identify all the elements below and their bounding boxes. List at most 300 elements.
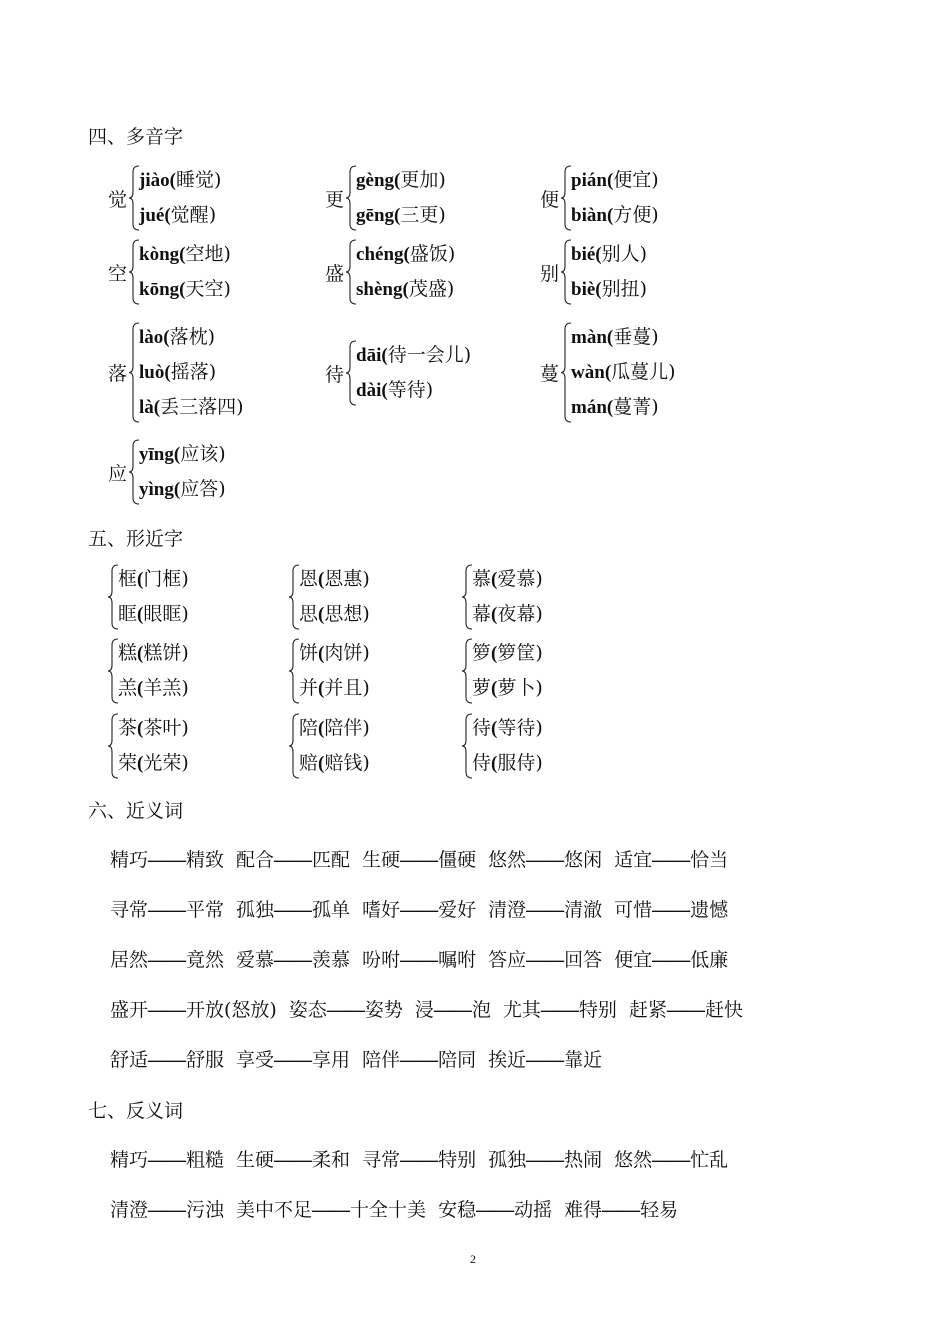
- word-b: 回答: [564, 949, 603, 971]
- pinyin: chéng: [356, 244, 404, 265]
- polyphone-char: 落: [108, 363, 128, 385]
- synonym-pair: [362, 1049, 476, 1071]
- example-word: 摇落: [170, 361, 209, 383]
- brace-bracket: [108, 562, 118, 632]
- similar-char: 框: [118, 568, 138, 590]
- similar-char-item: [118, 711, 189, 746]
- example-word: 瓜蔓儿: [611, 361, 669, 383]
- similar-char: 饼: [299, 642, 319, 664]
- paren-open: (: [169, 170, 176, 191]
- pinyin: gēng: [356, 205, 395, 226]
- synonym-pair: [110, 849, 224, 871]
- similar-char-group: [289, 711, 370, 781]
- synonym-pair: [110, 949, 224, 971]
- paren-close: ): [208, 204, 217, 226]
- word-b: 悠闲: [564, 849, 603, 871]
- paren-close: ): [362, 568, 370, 590]
- dash: ——: [148, 850, 187, 871]
- synonym-pair: [236, 1049, 350, 1071]
- similar-char: 萝: [472, 677, 492, 699]
- example-word: 盛饭: [409, 243, 448, 265]
- brace-bracket: [462, 636, 472, 706]
- paren-open: (: [137, 678, 144, 699]
- reading-item: [571, 320, 676, 355]
- dash: ——: [148, 900, 187, 921]
- reading-item: [139, 472, 226, 507]
- word-b: 赶快: [704, 999, 743, 1021]
- word-b: 竟然: [186, 949, 225, 971]
- similar-char-group: [108, 636, 189, 706]
- example-word: 萝卜: [497, 677, 536, 699]
- word-a: 精巧: [110, 1149, 149, 1171]
- paren-open: (: [381, 345, 388, 366]
- dash: ——: [476, 1200, 515, 1221]
- word-b: 泡: [471, 999, 491, 1021]
- similar-char-item: [299, 711, 370, 746]
- paren-open: (: [164, 205, 171, 226]
- example-word: 方便: [613, 204, 652, 226]
- similar-char: 侍: [472, 752, 492, 774]
- word-b: 忙乱: [690, 1149, 729, 1171]
- dash: ——: [652, 950, 691, 971]
- word-b: 粗糙: [186, 1149, 225, 1171]
- polyphone-char: 觉: [108, 188, 128, 211]
- example-word: 应该: [180, 443, 219, 465]
- dash: ——: [400, 900, 439, 921]
- dash: ——: [400, 1150, 439, 1171]
- brace-bracket: [561, 163, 571, 233]
- similar-char: 糕: [118, 642, 138, 664]
- word-a: 寻常: [110, 899, 149, 921]
- paren-close: ): [362, 603, 370, 625]
- word-a: 寻常: [362, 1149, 401, 1171]
- dash: ——: [326, 1000, 365, 1021]
- paren-close: ): [651, 326, 659, 348]
- paren-open: (: [606, 170, 614, 191]
- pinyin: shèng: [356, 279, 403, 300]
- paren-open: (: [164, 362, 171, 383]
- similar-char-item: [118, 636, 189, 671]
- polyphone-char: 便: [540, 188, 560, 211]
- example-word: 更加: [400, 169, 439, 191]
- paren-open: (: [179, 244, 186, 265]
- reading-item: [571, 237, 647, 272]
- similar-char-list: [299, 562, 370, 632]
- dash: ——: [400, 950, 439, 971]
- example-word: 等待: [497, 717, 536, 739]
- word-a: 配合: [236, 849, 275, 871]
- example-word: 睡觉: [175, 169, 214, 191]
- pinyin: luò: [139, 362, 165, 383]
- paren-close: ): [535, 717, 543, 739]
- synonym-pair: [614, 949, 728, 971]
- dash: ——: [400, 850, 439, 871]
- word-b: 匹配: [312, 849, 351, 871]
- word-b: 享用: [312, 1049, 351, 1071]
- dash: ——: [602, 1200, 641, 1221]
- word-b: 靠近: [564, 1049, 603, 1071]
- paren-close: ): [651, 396, 659, 418]
- reading-item: [571, 198, 659, 233]
- antonym-pair: [362, 1149, 476, 1171]
- paren-close: ): [181, 717, 189, 739]
- word-a: 孤独: [236, 899, 275, 921]
- example-word: 丢三落四: [160, 396, 237, 418]
- polyphone-group: [325, 163, 446, 233]
- word-a: 悠然: [614, 1149, 653, 1171]
- pinyin: yìng: [139, 479, 174, 500]
- brace-bracket: [561, 237, 571, 307]
- brace-bracket: [129, 437, 139, 507]
- polyphone-char: 更: [325, 188, 345, 211]
- dash: ——: [274, 950, 313, 971]
- paren-open: (: [491, 604, 498, 625]
- dash: ——: [148, 950, 187, 971]
- paren-open: (: [402, 279, 409, 300]
- similar-char-group: [108, 711, 189, 781]
- synonym-pair: [362, 949, 476, 971]
- similar-char-item: [118, 597, 189, 632]
- dash: ——: [652, 900, 691, 921]
- word-b: 热闹: [564, 1149, 603, 1171]
- similar-char-item: [472, 562, 543, 597]
- dash: ——: [433, 1000, 472, 1021]
- paren-open: (: [173, 444, 181, 465]
- paren-open: (: [595, 279, 602, 300]
- reading-list: [356, 338, 471, 408]
- word-a: 爱慕: [236, 949, 275, 971]
- word-b: 遗憾: [690, 899, 729, 921]
- similar-char: 待: [472, 717, 492, 739]
- pinyin: bié: [571, 244, 596, 265]
- synonym-pair: [614, 849, 728, 871]
- example-word: 蔓菁: [613, 396, 652, 418]
- antonym-line: [110, 1145, 740, 1172]
- paren-open: (: [318, 753, 325, 774]
- polyphone-group: [108, 237, 231, 307]
- dash: ——: [312, 1200, 351, 1221]
- dash: ——: [400, 1050, 439, 1071]
- pinyin: mán: [571, 397, 607, 418]
- word-a: 清澄: [110, 1199, 149, 1221]
- word-b: 动摇: [514, 1199, 553, 1221]
- similar-char-item: [299, 671, 370, 706]
- word-b: 低廉: [690, 949, 729, 971]
- word-a: 舒适: [110, 1049, 149, 1071]
- similar-char: 恩: [299, 568, 319, 590]
- dash: ——: [274, 900, 313, 921]
- section-title-polyphones: 四、多音字: [88, 126, 184, 148]
- pinyin: jué: [139, 205, 165, 226]
- similar-char: 羔: [118, 677, 138, 699]
- brace-bracket: [346, 338, 356, 408]
- paren-open: (: [491, 718, 498, 739]
- paren-close: ): [218, 478, 226, 500]
- paren-open: (: [179, 279, 186, 300]
- polyphone-group: [540, 237, 647, 307]
- word-a: 生硬: [362, 849, 401, 871]
- word-b: 孤单: [312, 899, 351, 921]
- synonym-line: [110, 945, 740, 972]
- similar-char: 慕: [472, 568, 492, 590]
- synonym-pair: [236, 949, 350, 971]
- example-word: 陪伴: [324, 717, 363, 739]
- example-word: 门框: [143, 568, 182, 590]
- dash: ——: [526, 850, 565, 871]
- pinyin: wàn: [571, 362, 605, 383]
- similar-char-item: [299, 636, 370, 671]
- paren-open: (: [153, 397, 161, 418]
- example-word: 眼眶: [143, 603, 182, 625]
- polyphone-group: [325, 338, 471, 408]
- paren-close: ): [181, 603, 189, 625]
- paren-close: ): [207, 326, 216, 348]
- pinyin: biè: [571, 279, 596, 300]
- synonym-pair: [110, 999, 277, 1021]
- reading-list: [571, 163, 659, 233]
- synonym-line: [110, 1045, 614, 1072]
- word-a: 清澄: [488, 899, 527, 921]
- polyphone-group: [108, 163, 221, 233]
- word-b: 清澈: [564, 899, 603, 921]
- similar-char: 箩: [472, 642, 492, 664]
- paren-close: ): [362, 717, 370, 739]
- synonym-pair: [289, 999, 403, 1021]
- paren-open: (: [318, 604, 325, 625]
- word-a: 陪伴: [362, 1049, 401, 1071]
- paren-close: ): [535, 603, 543, 625]
- paren-close: ): [362, 642, 370, 664]
- example-word: 恩惠: [324, 568, 363, 590]
- reading-item: [139, 272, 231, 307]
- similar-char: 思: [299, 603, 319, 625]
- reading-list: [139, 163, 221, 233]
- similar-char-list: [472, 711, 543, 781]
- paren-close: ): [218, 443, 226, 465]
- paren-close: ): [535, 752, 543, 774]
- pinyin: yīng: [139, 444, 174, 465]
- polyphone-char: 盛: [325, 262, 345, 285]
- polyphone-char: 蔓: [540, 363, 560, 385]
- reading-item: [139, 355, 244, 390]
- paren-open: (: [318, 643, 325, 664]
- word-a: 吩咐: [362, 949, 401, 971]
- brace-bracket: [289, 562, 299, 632]
- paren-close: ): [362, 752, 370, 774]
- reading-item: [139, 320, 244, 355]
- paren-open: (: [595, 244, 602, 265]
- dash: ——: [274, 1050, 313, 1071]
- word-b: 羡慕: [312, 949, 351, 971]
- example-word: 茂盛: [408, 278, 447, 300]
- pinyin: lào: [139, 327, 164, 348]
- similar-char: 陪: [299, 717, 319, 739]
- paren-open: (: [137, 718, 144, 739]
- brace-bracket: [462, 711, 472, 781]
- example-word: 思想: [324, 603, 363, 625]
- page-number: 2: [470, 1252, 476, 1266]
- paren-close: ): [236, 396, 244, 418]
- reading-item: [356, 272, 455, 307]
- example-word: 爱慕: [497, 568, 536, 590]
- brace-bracket: [462, 562, 472, 632]
- word-b: 平常: [186, 899, 225, 921]
- synonym-line: [110, 895, 740, 922]
- synonym-pair: [236, 849, 350, 871]
- dash: ——: [148, 1050, 187, 1071]
- synonym-pair: [110, 899, 224, 921]
- similar-char-list: [118, 711, 189, 781]
- word-a: 尤其: [502, 999, 541, 1021]
- example-word: 并且: [324, 677, 363, 699]
- paren-close: ): [208, 361, 217, 383]
- similar-char-list: [118, 562, 189, 632]
- example-word: 茶叶: [143, 717, 182, 739]
- example-word: 别扭: [601, 278, 640, 300]
- paren-open: (: [318, 678, 325, 699]
- example-word: 空地: [185, 243, 224, 265]
- pinyin: jiào: [139, 170, 170, 191]
- example-word: 别人: [601, 243, 640, 265]
- antonym-pair: [110, 1199, 224, 1221]
- reading-item: [139, 390, 244, 425]
- example-word: 待一会儿: [387, 344, 464, 366]
- dash: ——: [652, 850, 691, 871]
- reading-item: [356, 163, 446, 198]
- similar-char-group: [462, 636, 543, 706]
- word-a: 浸: [414, 999, 434, 1021]
- paren-open: (: [403, 244, 410, 265]
- synonym-pair: [236, 899, 350, 921]
- word-b: 嘱咐: [438, 949, 477, 971]
- word-a: 难得: [564, 1199, 603, 1221]
- dash: ——: [148, 1150, 187, 1171]
- reading-item: [356, 237, 455, 272]
- word-b: 僵硬: [438, 849, 477, 871]
- polyphone-group: [540, 320, 676, 425]
- word-a: 悠然: [488, 849, 527, 871]
- dash: ——: [148, 1000, 187, 1021]
- similar-char-item: [472, 597, 543, 632]
- polyphone-char: 待: [325, 363, 345, 386]
- paren-open: (: [137, 569, 144, 590]
- dash: ——: [666, 1000, 705, 1021]
- example-word: 落枕: [169, 326, 208, 348]
- example-word: 三更: [400, 204, 439, 226]
- word-a: 便宜: [614, 949, 653, 971]
- paren-open: (: [318, 718, 325, 739]
- similar-char: 荣: [118, 752, 138, 774]
- word-b: 恰当: [690, 849, 729, 871]
- paren-close: ): [463, 344, 472, 366]
- similar-char-item: [118, 746, 189, 781]
- synonym-pair: [488, 949, 602, 971]
- reading-item: [139, 237, 231, 272]
- word-b: 特别: [438, 1149, 477, 1171]
- paren-close: ): [181, 568, 189, 590]
- pinyin: kòng: [139, 244, 180, 265]
- reading-list: [139, 320, 244, 425]
- example-word: 应答: [180, 478, 219, 500]
- paren-open: (: [137, 643, 144, 664]
- brace-bracket: [129, 163, 139, 233]
- similar-char: 茶: [118, 717, 138, 739]
- pinyin: là: [139, 397, 154, 418]
- reading-item: [139, 163, 221, 198]
- example-word: 服侍: [497, 752, 536, 774]
- similar-char-item: [472, 746, 543, 781]
- similar-char-list: [118, 636, 189, 706]
- brace-bracket: [129, 320, 139, 425]
- reading-item: [356, 338, 471, 373]
- reading-list: [139, 237, 231, 307]
- dash: ——: [526, 1150, 565, 1171]
- word-a: 挨近: [488, 1049, 527, 1071]
- pinyin: biàn: [571, 205, 607, 226]
- synonym-pair: [629, 999, 743, 1021]
- reading-list: [356, 237, 455, 307]
- paren-close: ): [181, 642, 189, 664]
- reading-item: [356, 373, 471, 408]
- similar-char-group: [289, 562, 370, 632]
- similar-char-group: [108, 562, 189, 632]
- similar-char-item: [299, 746, 370, 781]
- reading-list: [571, 237, 647, 307]
- paren-close: ): [447, 243, 456, 265]
- example-word: 等待: [387, 379, 426, 401]
- polyphone-group: [540, 163, 659, 233]
- word-b: 特别: [578, 999, 617, 1021]
- similar-char-item: [118, 671, 189, 706]
- pinyin: dài: [356, 380, 382, 401]
- similar-char: 幕: [472, 603, 492, 625]
- word-a: 答应: [488, 949, 527, 971]
- example-word: 垂蔓: [613, 326, 652, 348]
- word-a: 精巧: [110, 849, 149, 871]
- dash: ——: [526, 950, 565, 971]
- reading-list: [139, 437, 226, 507]
- word-b: 舒服: [186, 1049, 225, 1071]
- word-b: 柔和: [312, 1149, 351, 1171]
- similar-char-item: [118, 562, 189, 597]
- similar-char: 并: [299, 677, 319, 699]
- synonym-pair: [415, 999, 491, 1021]
- polyphone-group: [108, 320, 244, 425]
- brace-bracket: [561, 320, 571, 425]
- polyphone-char: 应: [108, 462, 128, 485]
- dash: ——: [274, 1150, 313, 1171]
- similar-char-item: [299, 562, 370, 597]
- paren-close: ): [223, 278, 231, 300]
- paren-open: (: [137, 753, 144, 774]
- word-a: 姿态: [288, 999, 327, 1021]
- paren-open: (: [173, 479, 181, 500]
- paren-close: ): [535, 642, 543, 664]
- paren-open: (: [137, 604, 144, 625]
- brace-bracket: [129, 237, 139, 307]
- paren-close: ): [425, 379, 434, 401]
- word-b: 轻易: [640, 1199, 679, 1221]
- paren-close: ): [362, 677, 370, 699]
- paren-open: (: [381, 380, 388, 401]
- pinyin: pián: [571, 170, 607, 191]
- polyphone-char: 空: [108, 262, 128, 285]
- paren-open: (: [606, 397, 614, 418]
- synonym-line: [110, 995, 755, 1022]
- paren-close: ): [651, 169, 659, 191]
- synonym-pair: [488, 899, 602, 921]
- paren-close: ): [438, 169, 446, 191]
